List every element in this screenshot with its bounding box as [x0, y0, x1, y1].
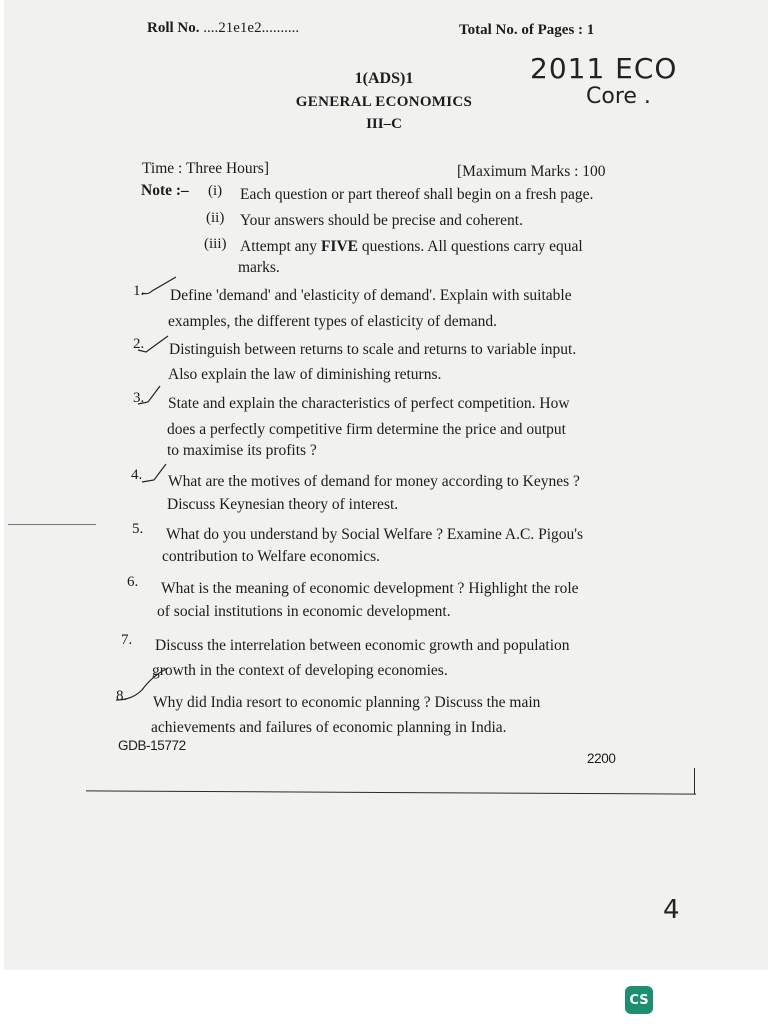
- question-text: Also explain the law of diminishing returns.: [168, 366, 442, 383]
- handwritten-page-mark: 4: [663, 895, 680, 925]
- checkmark-icon: [136, 330, 172, 354]
- checkmark-icon: [140, 462, 170, 486]
- roll-number: Roll No. ....21e1e2..........: [147, 20, 300, 36]
- handwritten-note-course: 2011 ECO: [530, 52, 678, 85]
- footer-print-count: 2200: [587, 751, 616, 766]
- subject-title: GENERAL ECONOMICS: [295, 94, 473, 110]
- question-number: 1.: [133, 283, 145, 299]
- question-text: What are the motives of demand for money according to Keynes ?: [168, 473, 580, 490]
- paper-code: 1(ADS)1: [354, 70, 414, 87]
- question-number: 5.: [132, 521, 144, 537]
- question-text: Discuss Keynesian theory of interest.: [167, 496, 399, 513]
- question-text: What is the meaning of economic development ? Highlight the role: [161, 580, 579, 597]
- note-number: (i): [208, 183, 223, 199]
- question-number: 8.: [116, 688, 128, 704]
- paper-section: III–C: [366, 116, 402, 132]
- question-text: State and explain the characteristics of perfect competition. How: [168, 395, 570, 412]
- checkmark-icon: [136, 384, 166, 408]
- question-text: examples, the different types of elasticity of demand.: [168, 313, 497, 330]
- note-text: Your answers should be precise and coherent.: [240, 212, 523, 229]
- note-text-continued: marks.: [238, 259, 280, 276]
- exam-time: Time : Three Hours]: [142, 160, 270, 177]
- question-text: Distinguish between returns to scale and returns to variable input.: [169, 341, 577, 358]
- question-number: 7.: [121, 632, 133, 648]
- camscanner-logo-icon: CS: [625, 986, 653, 1014]
- question-text: What do you understand by Social Welfare ? Examine A.C. Pigou's: [166, 526, 584, 543]
- question-text: growth in the context of developing economies.: [152, 662, 448, 679]
- maximum-marks: [Maximum Marks : 100: [457, 163, 606, 180]
- note-number: (iii): [204, 236, 227, 252]
- question-number: 3.: [133, 390, 145, 406]
- question-text: to maximise its profits ?: [167, 442, 317, 459]
- checkmark-icon: [140, 275, 180, 299]
- question-number: 4.: [131, 467, 143, 483]
- question-number: 2.: [133, 336, 145, 352]
- question-number: 6.: [127, 574, 139, 590]
- checkmark-icon: [112, 664, 172, 704]
- question-text: does a perfectly competitive firm determine the price and output: [167, 421, 566, 438]
- footer-divider-edge: [694, 768, 695, 794]
- note-number: (ii): [206, 210, 225, 226]
- handwritten-note-core: Core .: [586, 84, 651, 109]
- footer-paper-code: GDB-15772: [118, 738, 186, 753]
- total-pages: Total No. of Pages : 1: [459, 22, 595, 38]
- question-text: Discuss the interrelation between economic growth and population: [155, 637, 570, 654]
- question-text: of social institutions in economic development.: [157, 603, 451, 620]
- fold-line: [8, 524, 96, 525]
- note-label: Note :–: [141, 182, 189, 199]
- question-text: achievements and failures of economic planning in India.: [151, 719, 507, 736]
- question-text: contribution to Welfare economics.: [162, 548, 380, 565]
- note-text: Attempt any FIVE questions. All questions carry equal: [240, 238, 583, 255]
- question-text: Define 'demand' and 'elasticity of demand'. Explain with suitable: [170, 287, 572, 304]
- question-text: Why did India resort to economic planning ? Discuss the main: [153, 694, 541, 711]
- note-text: Each question or part thereof shall begin on a fresh page.: [240, 186, 594, 203]
